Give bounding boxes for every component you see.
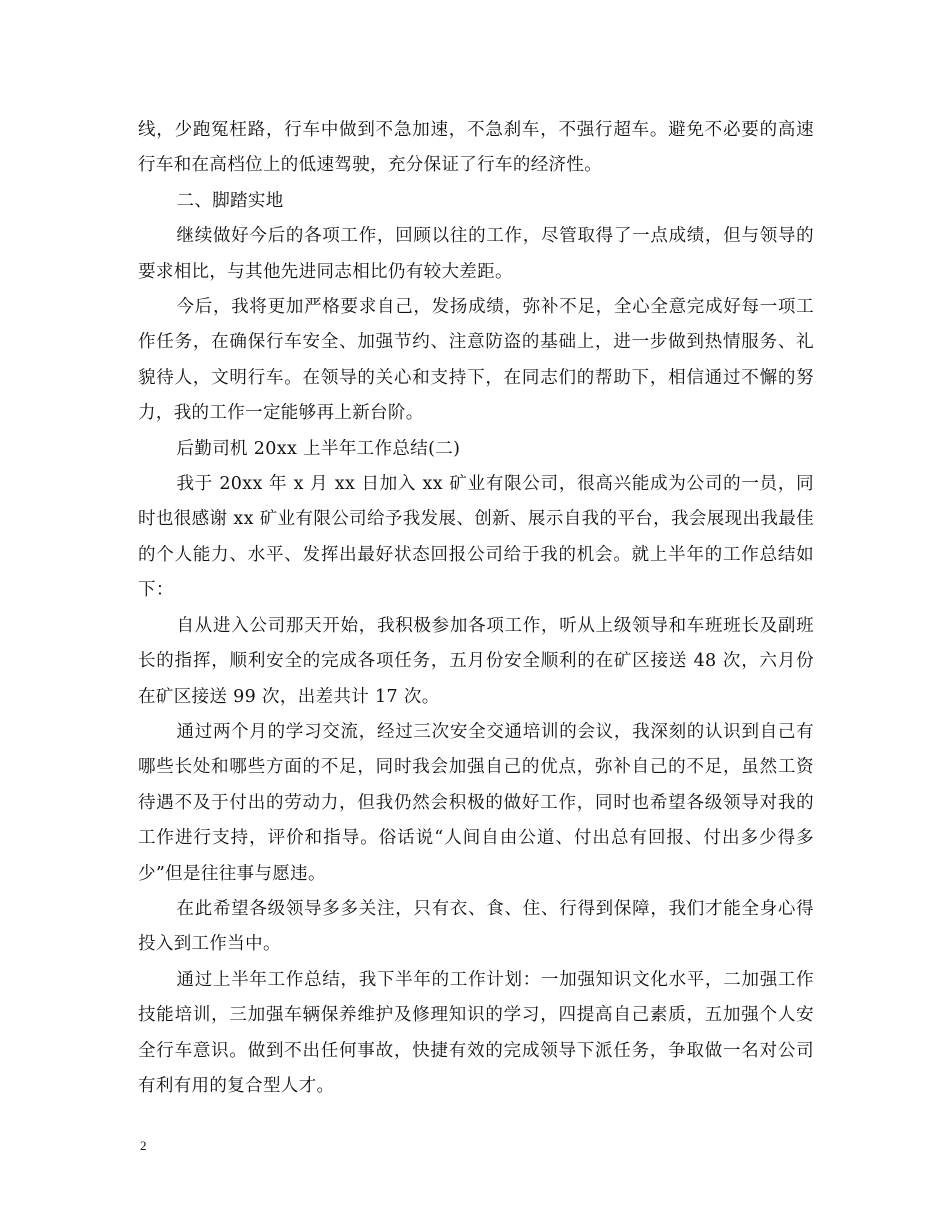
paragraph: 通过上半年工作总结，我下半年的工作计划：一加强知识文化水平，二加强工作技能培训，三加强车辆保养维护及修理知识的学习，四提高自己素质，五加强个人安全行车意识。做到不出任何事故，快捷有效的完成领导下派任务，争取做一名对公司有利有用的复合型人才。 [138,969,814,1096]
paragraph: 自从进入公司那天开始，我积极参加各项工作，听从上级领导和车班班长及副班长的指挥，顺利安全的完成各项任务，五月份安全顺利的在矿区接送 48 次，六月份在矿区接送 99 次，出差共计 17 次。 [138,615,814,707]
page-number: 2 [140,1138,147,1153]
paragraph: 我于 20xx 年 x 月 xx 日加入 xx 矿业有限公司，很高兴能成为公司的一员，同时也很感谢 xx 矿业有限公司给予我发展、创新、展示自我的平台，我会展现出我最佳的个人能力、水平、发挥出最好状态回报公司给于我的机会。就上半年的工作总结如下： [138,474,814,601]
paragraph: 继续做好今后的各项工作，回顾以往的工作，尽管取得了一点成绩，但与领导的要求相比，与其他先进同志相比仍有较大差距。 [138,226,814,282]
article-title: 后勤司机 20xx 上半年工作总结(二) [176,438,461,459]
section-heading: 二、脚踏实地 [176,190,284,211]
paragraph: 在此希望各级领导多多关注，只有衣、食、住、行得到保障，我们才能全身心得投入到工作当中。 [138,898,814,955]
document-body [138,113,814,1104]
paragraph: 今后，我将更加严格要求自己，发扬成绩，弥补不足，全心全意完成好每一项工作任务，在确保行车安全、加强节约、注意防盗的基础上，进一步做到热情服务、礼貌待人，文明行车。在领导的关心和支持下，在同志们的帮助下，相信通过不懈的努力，我的工作一定能够再上新台阶。 [138,297,814,424]
paragraph: 通过两个月的学习交流，经过三次安全交通培训的会议，我深刻的认识到自己有哪些长处和哪些方面的不足，同时我会加强自己的优点，弥补自己的不足，虽然工资待遇不及于付出的劳动力，但我仍然会积极的做好工作，同时也希望各级领导对我的工作进行支持，评价和指导。俗话说“人间自由公道、付出总有回报、付出多少得多少”但是往往事与愿违。 [138,721,814,884]
paragraph-continuation: 线，少跑冤枉路，行车中做到不急加速，不急刹车，不强行超车。避免不必要的高速行车和在高档位上的低速驾驶，充分保证了行车的经济性。 [138,120,814,176]
